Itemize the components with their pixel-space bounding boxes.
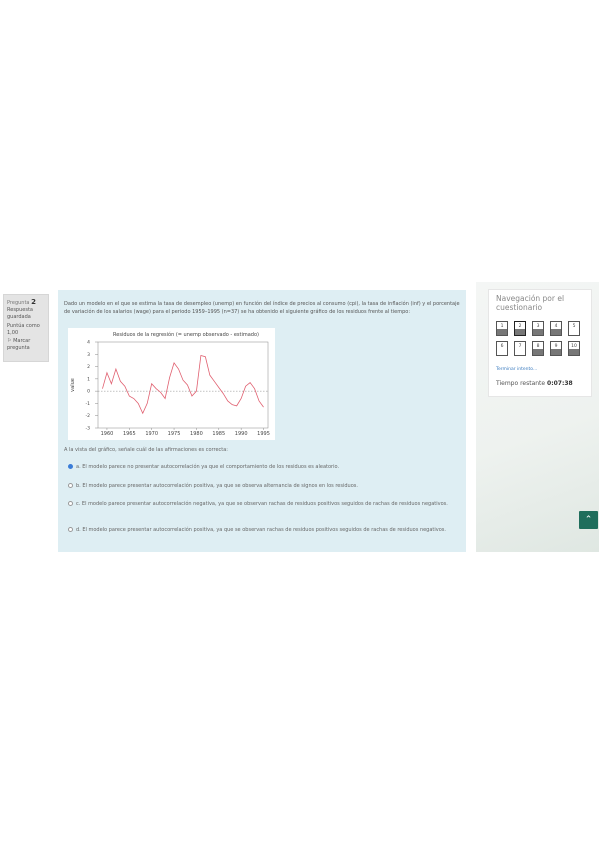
residuals-series-line	[102, 356, 263, 414]
quiz-nav-button-label: 6	[500, 344, 504, 349]
quiz-nav-button-label: 1	[500, 324, 504, 329]
answer-option[interactable]	[68, 463, 456, 472]
quiz-nav-button-label: 2	[518, 324, 522, 329]
x-tick-label: 1975	[167, 431, 181, 437]
x-tick-label: 1995	[257, 431, 270, 437]
quiz-navigation-title: Navegación por el cuestionario	[496, 294, 565, 313]
quiz-nav-button-label: 3	[536, 324, 540, 329]
timer-value: 0:07:38	[547, 380, 573, 387]
question-text: Dado un modelo en el que se estima la tasa de desempleo (unemp) en función del índice de precios al consumo (cpi), la tasa de inflación (inf) y el porcentaje de variación de los salarios (wage) para el periodo 1959–1995 (n=37) se ha obtenido el siguiente gráfico de los residuos frente al tiempo:	[64, 301, 460, 315]
question-points: Puntúa como 1,00	[7, 322, 40, 336]
quiz-nav-button[interactable]	[514, 341, 526, 356]
y-tick-label: 2	[87, 365, 90, 371]
answered-indicator	[515, 329, 525, 335]
question-label: Pregunta	[7, 300, 30, 306]
question-status: Respuesta guardada	[7, 307, 33, 321]
quiz-nav-button[interactable]	[532, 341, 544, 356]
answered-indicator	[497, 329, 507, 335]
quiz-nav-button-label: 5	[572, 324, 576, 329]
answer-option[interactable]	[68, 482, 456, 491]
flag-question-label: Marcar pregunta	[7, 338, 31, 352]
radio-button[interactable]	[68, 501, 73, 506]
quiz-nav-button[interactable]	[568, 321, 580, 336]
radio-button[interactable]	[68, 483, 73, 488]
answered-indicator	[551, 329, 561, 335]
answered-indicator	[569, 349, 579, 355]
y-tick-label: -2	[85, 414, 90, 420]
answered-indicator	[533, 329, 543, 335]
x-tick-label: 1965	[122, 431, 136, 437]
y-axis-label: value	[70, 378, 76, 392]
answered-indicator	[551, 349, 561, 355]
quiz-nav-button[interactable]	[514, 321, 526, 336]
chevron-up-icon: ⌃	[584, 515, 593, 525]
y-tick-label: -1	[85, 401, 90, 407]
y-tick-label: 1	[87, 377, 90, 383]
chart-title: Residuos de la regresión (= unemp observado - estimado)	[113, 332, 259, 338]
x-tick-label: 1990	[234, 431, 248, 437]
scroll-top-button[interactable]	[579, 511, 598, 529]
residuals-chart	[68, 328, 275, 440]
y-tick-label: 0	[87, 389, 90, 395]
radio-button[interactable]	[68, 527, 73, 532]
y-tick-label: 3	[87, 352, 90, 358]
flag-question-link[interactable]: ⚐ Marcar pregunta	[7, 338, 31, 352]
answer-option-label: b. El modelo parece presentar autocorrelación positiva, ya que se observa alternancia de signos en los residuos.	[76, 483, 358, 489]
x-tick-label: 1960	[100, 431, 114, 437]
question-content	[58, 290, 466, 552]
answer-option[interactable]	[68, 526, 456, 535]
finish-attempt-link[interactable]: Terminar intento...	[496, 367, 538, 372]
question-prompt: A la vista del gráfico, señale cuál de las afirmaciones es correcta:	[64, 447, 228, 453]
x-tick-label: 1970	[145, 431, 159, 437]
answer-option-label: d. El modelo parece presentar autocorrelación positiva, ya que se observan rachas de residuos positivos seguidos de rachas de residuos negativos.	[76, 527, 446, 533]
quiz-nav-button[interactable]	[496, 321, 508, 336]
timer	[496, 380, 573, 387]
quiz-nav-button[interactable]	[532, 321, 544, 336]
quiz-nav-button[interactable]	[550, 321, 562, 336]
question-number: 2	[31, 298, 36, 306]
quiz-nav-button[interactable]	[496, 341, 508, 356]
quiz-navigation-block	[488, 289, 592, 397]
answer-option[interactable]	[68, 500, 456, 509]
residuals-chart-svg	[68, 328, 275, 440]
quiz-nav-button-label: 4	[554, 324, 558, 329]
x-tick-label: 1985	[212, 431, 226, 437]
answered-indicator	[533, 349, 543, 355]
quiz-nav-button[interactable]	[568, 341, 580, 356]
answer-option-label: c. El modelo parece presentar autocorrelación negativa, ya que se observan rachas de residuos positivos seguidos de rachas de residuos negativos.	[76, 501, 448, 507]
y-tick-label: 4	[87, 340, 90, 346]
y-tick-label: -3	[85, 426, 90, 432]
quiz-nav-button-label: 10	[571, 344, 577, 349]
answer-option-label: a. El modelo parece no presentar autocorrelación ya que el comportamiento de los residuos es aleatorio.	[76, 464, 340, 470]
timer-label: Tiempo restante	[496, 380, 546, 387]
radio-button[interactable]	[68, 464, 73, 469]
quiz-nav-button-label: 7	[518, 344, 522, 349]
question-info-panel	[3, 294, 49, 362]
quiz-nav-button-label: 9	[554, 344, 558, 349]
x-tick-label: 1980	[190, 431, 203, 437]
quiz-nav-button-label: 8	[536, 344, 540, 349]
quiz-nav-button[interactable]	[550, 341, 562, 356]
